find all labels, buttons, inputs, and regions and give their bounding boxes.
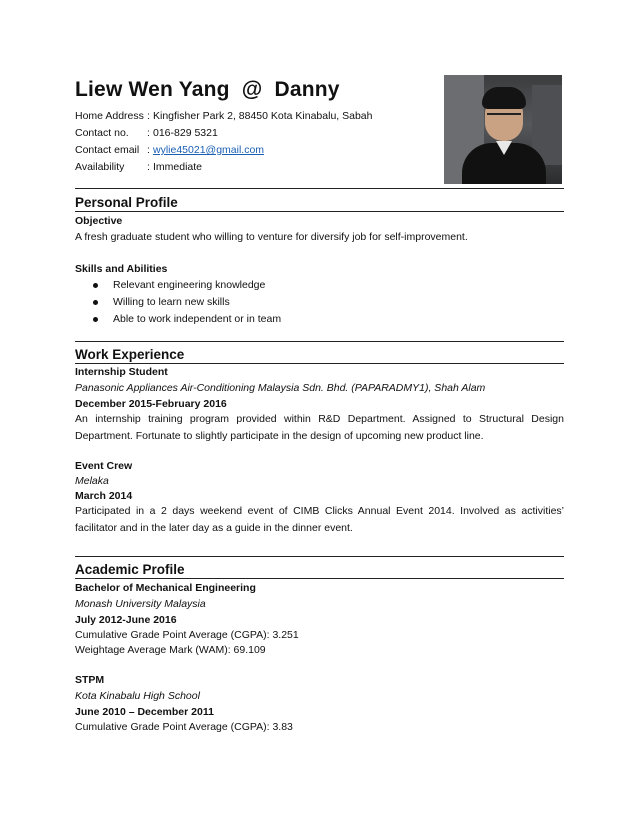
education-qualification: Bachelor of Mechanical Engineering — [75, 582, 256, 594]
education-period: June 2010 – December 2011 — [75, 706, 214, 718]
job-description: Participated in a 2 days weekend event of CIMB Clicks Annual Event 2014. Involved as activities’ facilitator and in the later day as a guide in the dinner event. — [75, 505, 564, 534]
job-role: Internship Student — [75, 366, 168, 378]
contact-label: Home Address — [75, 110, 144, 122]
contact-value: Immediate — [153, 161, 203, 173]
section-divider — [75, 341, 564, 342]
profile-photo — [444, 75, 562, 184]
education-period: July 2012-June 2016 — [75, 614, 177, 626]
education-detail: Cumulative Grade Point Average (CGPA): 3.83 — [75, 721, 293, 733]
candidate-name: Liew Wen Yang @ Danny — [75, 78, 340, 101]
education-qualification: STPM — [75, 674, 105, 686]
job-company: Panasonic Appliances Air-Conditioning Malaysia Sdn. Bhd. (PAPARADMY1), Shah Alam — [75, 382, 486, 394]
skill-item: Relevant engineering knowledge — [93, 277, 281, 294]
contact-row-address — [75, 108, 373, 125]
section-title-academic-profile: Academic Profile — [75, 561, 564, 579]
job-description: An internship training program provided within R&D Department. Assigned to Structural Design Department. Fortunate to slightly participate in the design of upcoming new product line. — [75, 413, 564, 442]
contact-details — [75, 108, 373, 176]
contact-label: Contact no. — [75, 127, 129, 139]
section-divider — [75, 556, 564, 557]
contact-value: 016-829 5321 — [153, 127, 218, 139]
skill-item: Able to work independent or in team — [93, 311, 281, 328]
contact-separator: : — [147, 110, 150, 122]
skills-list — [93, 277, 281, 328]
contact-row-phone — [75, 125, 373, 142]
objective-heading: Objective — [75, 215, 123, 227]
job-role: Event Crew — [75, 460, 133, 472]
contact-separator: : — [147, 127, 150, 139]
section-title-work-experience: Work Experience — [75, 346, 564, 364]
job-company: Melaka — [75, 475, 109, 487]
skills-heading: Skills and Abilities — [75, 263, 168, 275]
education-institution: Monash University Malaysia — [75, 598, 206, 610]
contact-separator: : — [147, 144, 150, 156]
job-period: December 2015-February 2016 — [75, 398, 227, 410]
skill-item: Willing to learn new skills — [93, 294, 281, 311]
contact-value: Kingfisher Park 2, 88450 Kota Kinabalu, Sabah — [153, 110, 373, 122]
education-detail: Cumulative Grade Point Average (CGPA): 3.251 — [75, 629, 299, 641]
contact-row-availability — [75, 159, 373, 176]
education-institution: Kota Kinabalu High School — [75, 690, 200, 702]
email-link[interactable]: wylie45021@gmail.com — [153, 144, 265, 156]
section-divider — [75, 188, 564, 189]
section-title-personal-profile: Personal Profile — [75, 194, 564, 212]
objective-text: A fresh graduate student who willing to venture for diversify job for self-improvement. — [75, 231, 468, 243]
contact-label: Availability — [75, 161, 125, 173]
contact-row-email — [75, 142, 373, 159]
contact-label: Contact email — [75, 144, 140, 156]
job-period: March 2014 — [75, 490, 133, 502]
education-detail: Weightage Average Mark (WAM): 69.109 — [75, 644, 266, 656]
contact-separator: : — [147, 161, 150, 173]
